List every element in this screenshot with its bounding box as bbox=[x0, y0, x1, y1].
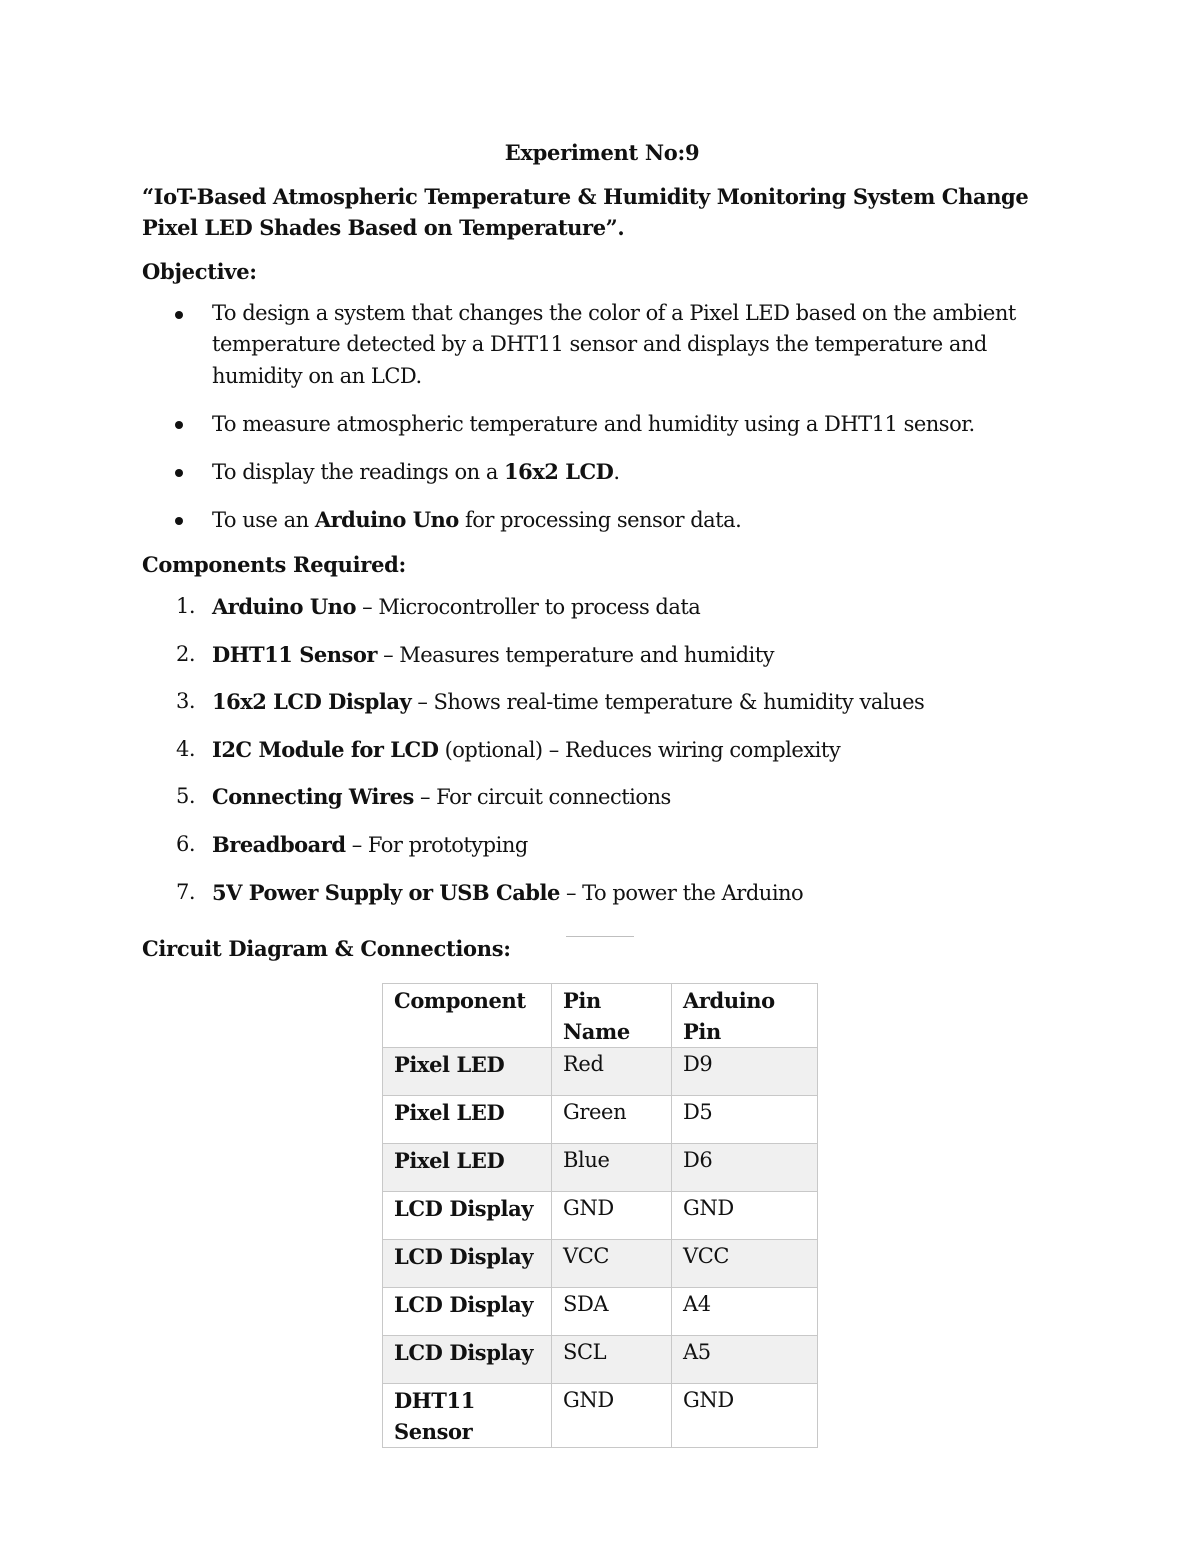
table-cell: A5 bbox=[672, 1336, 818, 1384]
component-item: 2. DHT11 Sensor – Measures temperature and humidity bbox=[176, 641, 775, 667]
section-divider bbox=[566, 936, 634, 937]
table-cell: LCD Display bbox=[383, 1240, 552, 1288]
table-cell: VCC bbox=[672, 1240, 818, 1288]
page-title: Experiment No:9 bbox=[504, 140, 700, 165]
component-item: 4. I2C Module for LCD (optional) – Reduces wiring complexity bbox=[176, 736, 841, 762]
table-cell: Red bbox=[552, 1048, 672, 1096]
table-cell: GND bbox=[552, 1384, 672, 1448]
component-item: 1. Arduino Uno – Microcontroller to process data bbox=[176, 594, 701, 619]
objective-item: To measure atmospheric temperature and humidity using a DHT11 sensor. bbox=[142, 408, 1062, 440]
table-cell: D6 bbox=[672, 1144, 818, 1192]
table-cell: Pixel LED bbox=[383, 1096, 552, 1144]
objective-item: To design a system that changes the color of a Pixel LED based on the ambient temperature detected by a DHT11 sensor and displays the temperature and humidity on an LCD. bbox=[142, 298, 1062, 392]
table-cell: GND bbox=[552, 1192, 672, 1240]
experiment-subtitle: “IoT-Based Atmospheric Temperature & Humidity Monitoring System Change Pixel LED Shades Based on Temperature”. bbox=[142, 184, 1029, 240]
objective-item: To display the readings on a 16x2 LCD. bbox=[142, 456, 1062, 488]
table-row bbox=[383, 1288, 818, 1336]
table-row bbox=[383, 1240, 818, 1288]
column-header: Component bbox=[383, 984, 552, 1048]
component-item: 7. 5V Power Supply or USB Cable – To power the Arduino bbox=[176, 879, 804, 905]
component-item: 6. Breadboard – For prototyping bbox=[176, 831, 528, 857]
objective-item: To use an Arduino Uno for processing sensor data. bbox=[142, 504, 1062, 536]
bullet-icon bbox=[175, 469, 183, 477]
table-cell: SCL bbox=[552, 1336, 672, 1384]
table-row bbox=[383, 1096, 818, 1144]
table-row bbox=[383, 1048, 818, 1096]
components-list bbox=[142, 591, 1062, 909]
table-cell: A4 bbox=[672, 1288, 818, 1336]
document-page bbox=[142, 140, 1062, 924]
table-cell: LCD Display bbox=[383, 1288, 552, 1336]
table-cell: D5 bbox=[672, 1096, 818, 1144]
bullet-icon bbox=[175, 517, 183, 525]
table-cell: GND bbox=[672, 1192, 818, 1240]
table-row bbox=[383, 1384, 818, 1448]
connections-table bbox=[382, 983, 818, 1448]
table-cell: Pixel LED bbox=[383, 1144, 552, 1192]
component-item: 5. Connecting Wires – For circuit connections bbox=[176, 784, 671, 810]
table-cell: LCD Display bbox=[383, 1192, 552, 1240]
objective-heading: Objective: bbox=[142, 259, 257, 284]
table-cell: Pixel LED bbox=[383, 1048, 552, 1096]
table-row bbox=[383, 1336, 818, 1384]
objective-list bbox=[142, 298, 1062, 536]
components-heading: Components Required: bbox=[142, 552, 406, 577]
bullet-icon bbox=[175, 311, 183, 319]
table-row bbox=[383, 1144, 818, 1192]
table-cell: LCD Display bbox=[383, 1336, 552, 1384]
table-row bbox=[383, 1192, 818, 1240]
table-cell: GND bbox=[672, 1384, 818, 1448]
table-cell: Green bbox=[552, 1096, 672, 1144]
table-cell: D9 bbox=[672, 1048, 818, 1096]
table-cell: Blue bbox=[552, 1144, 672, 1192]
table-cell: SDA bbox=[552, 1288, 672, 1336]
table-header-row bbox=[383, 984, 818, 1048]
table-cell: VCC bbox=[552, 1240, 672, 1288]
circuit-heading: Circuit Diagram & Connections: bbox=[142, 936, 511, 961]
component-item: 3. 16x2 LCD Display – Shows real-time temperature & humidity values bbox=[176, 689, 925, 715]
column-header: Pin Name bbox=[552, 984, 672, 1048]
column-header: Arduino Pin bbox=[672, 984, 818, 1048]
table-cell: DHT11 Sensor bbox=[383, 1384, 552, 1448]
bullet-icon bbox=[175, 421, 183, 429]
